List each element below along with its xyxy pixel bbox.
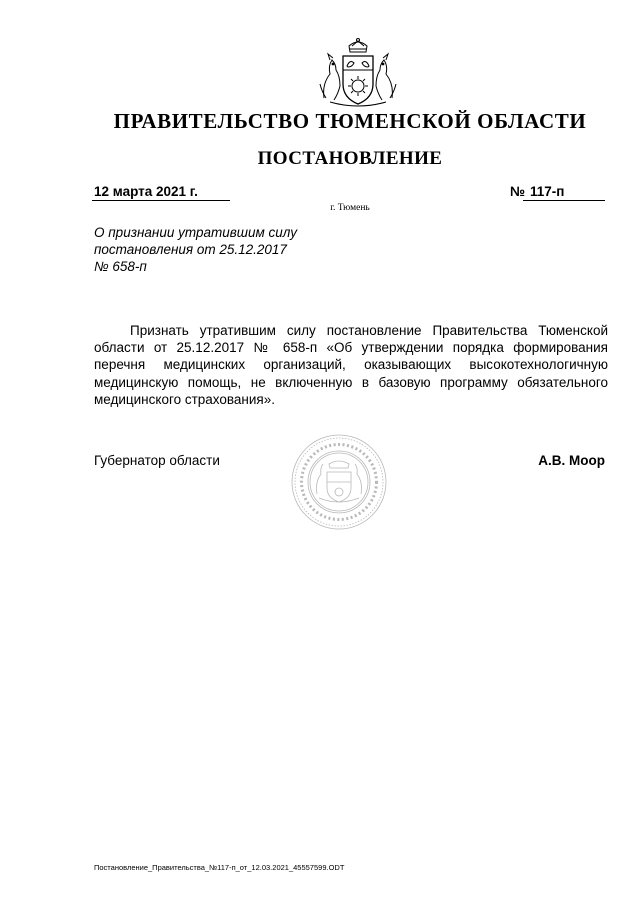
number-label: № xyxy=(510,184,526,199)
subject-line: постановления от 25.12.2017 xyxy=(94,242,287,257)
footer-filename: Постановление_Правительства_№117-п_от_12.03.2021_45557599.ODT xyxy=(94,863,345,872)
body-line: перечня медицинских организаций, оказывающих высокотехнологичную xyxy=(94,357,608,373)
document-type: ПОСТАНОВЛЕНИЕ xyxy=(257,148,443,169)
organization-title: ПРАВИТЕЛЬСТВО ТЮМЕНСКОЙ ОБЛАСТИ xyxy=(113,109,587,133)
document-subject xyxy=(94,224,324,275)
signer-position: Губернатор области xyxy=(94,453,220,468)
document-number: 117-п xyxy=(530,184,565,199)
body-line: Признать утратившим силу постановление Правительства Тюменской xyxy=(130,323,608,338)
signer-name: А.В. Моор xyxy=(538,453,605,468)
date-underline xyxy=(92,200,230,201)
city-label: г. Тюмень xyxy=(330,203,370,213)
body-line: медицинского страхования». xyxy=(94,391,275,407)
subject-line: О признании утратившим силу xyxy=(94,225,297,240)
body-line: области от 25.12.2017 № 658-п «Об утверждении порядка формирования xyxy=(94,340,608,356)
official-seal-icon xyxy=(289,432,389,532)
document-date: 12 марта 2021 г. xyxy=(94,184,198,199)
coat-of-arms-icon xyxy=(316,36,400,110)
number-underline xyxy=(523,200,605,201)
document-body xyxy=(94,322,608,408)
body-line: медицинскую помощь, не включенную в базовую программу обязательного xyxy=(94,374,608,390)
subject-line: № 658-п xyxy=(94,259,147,274)
